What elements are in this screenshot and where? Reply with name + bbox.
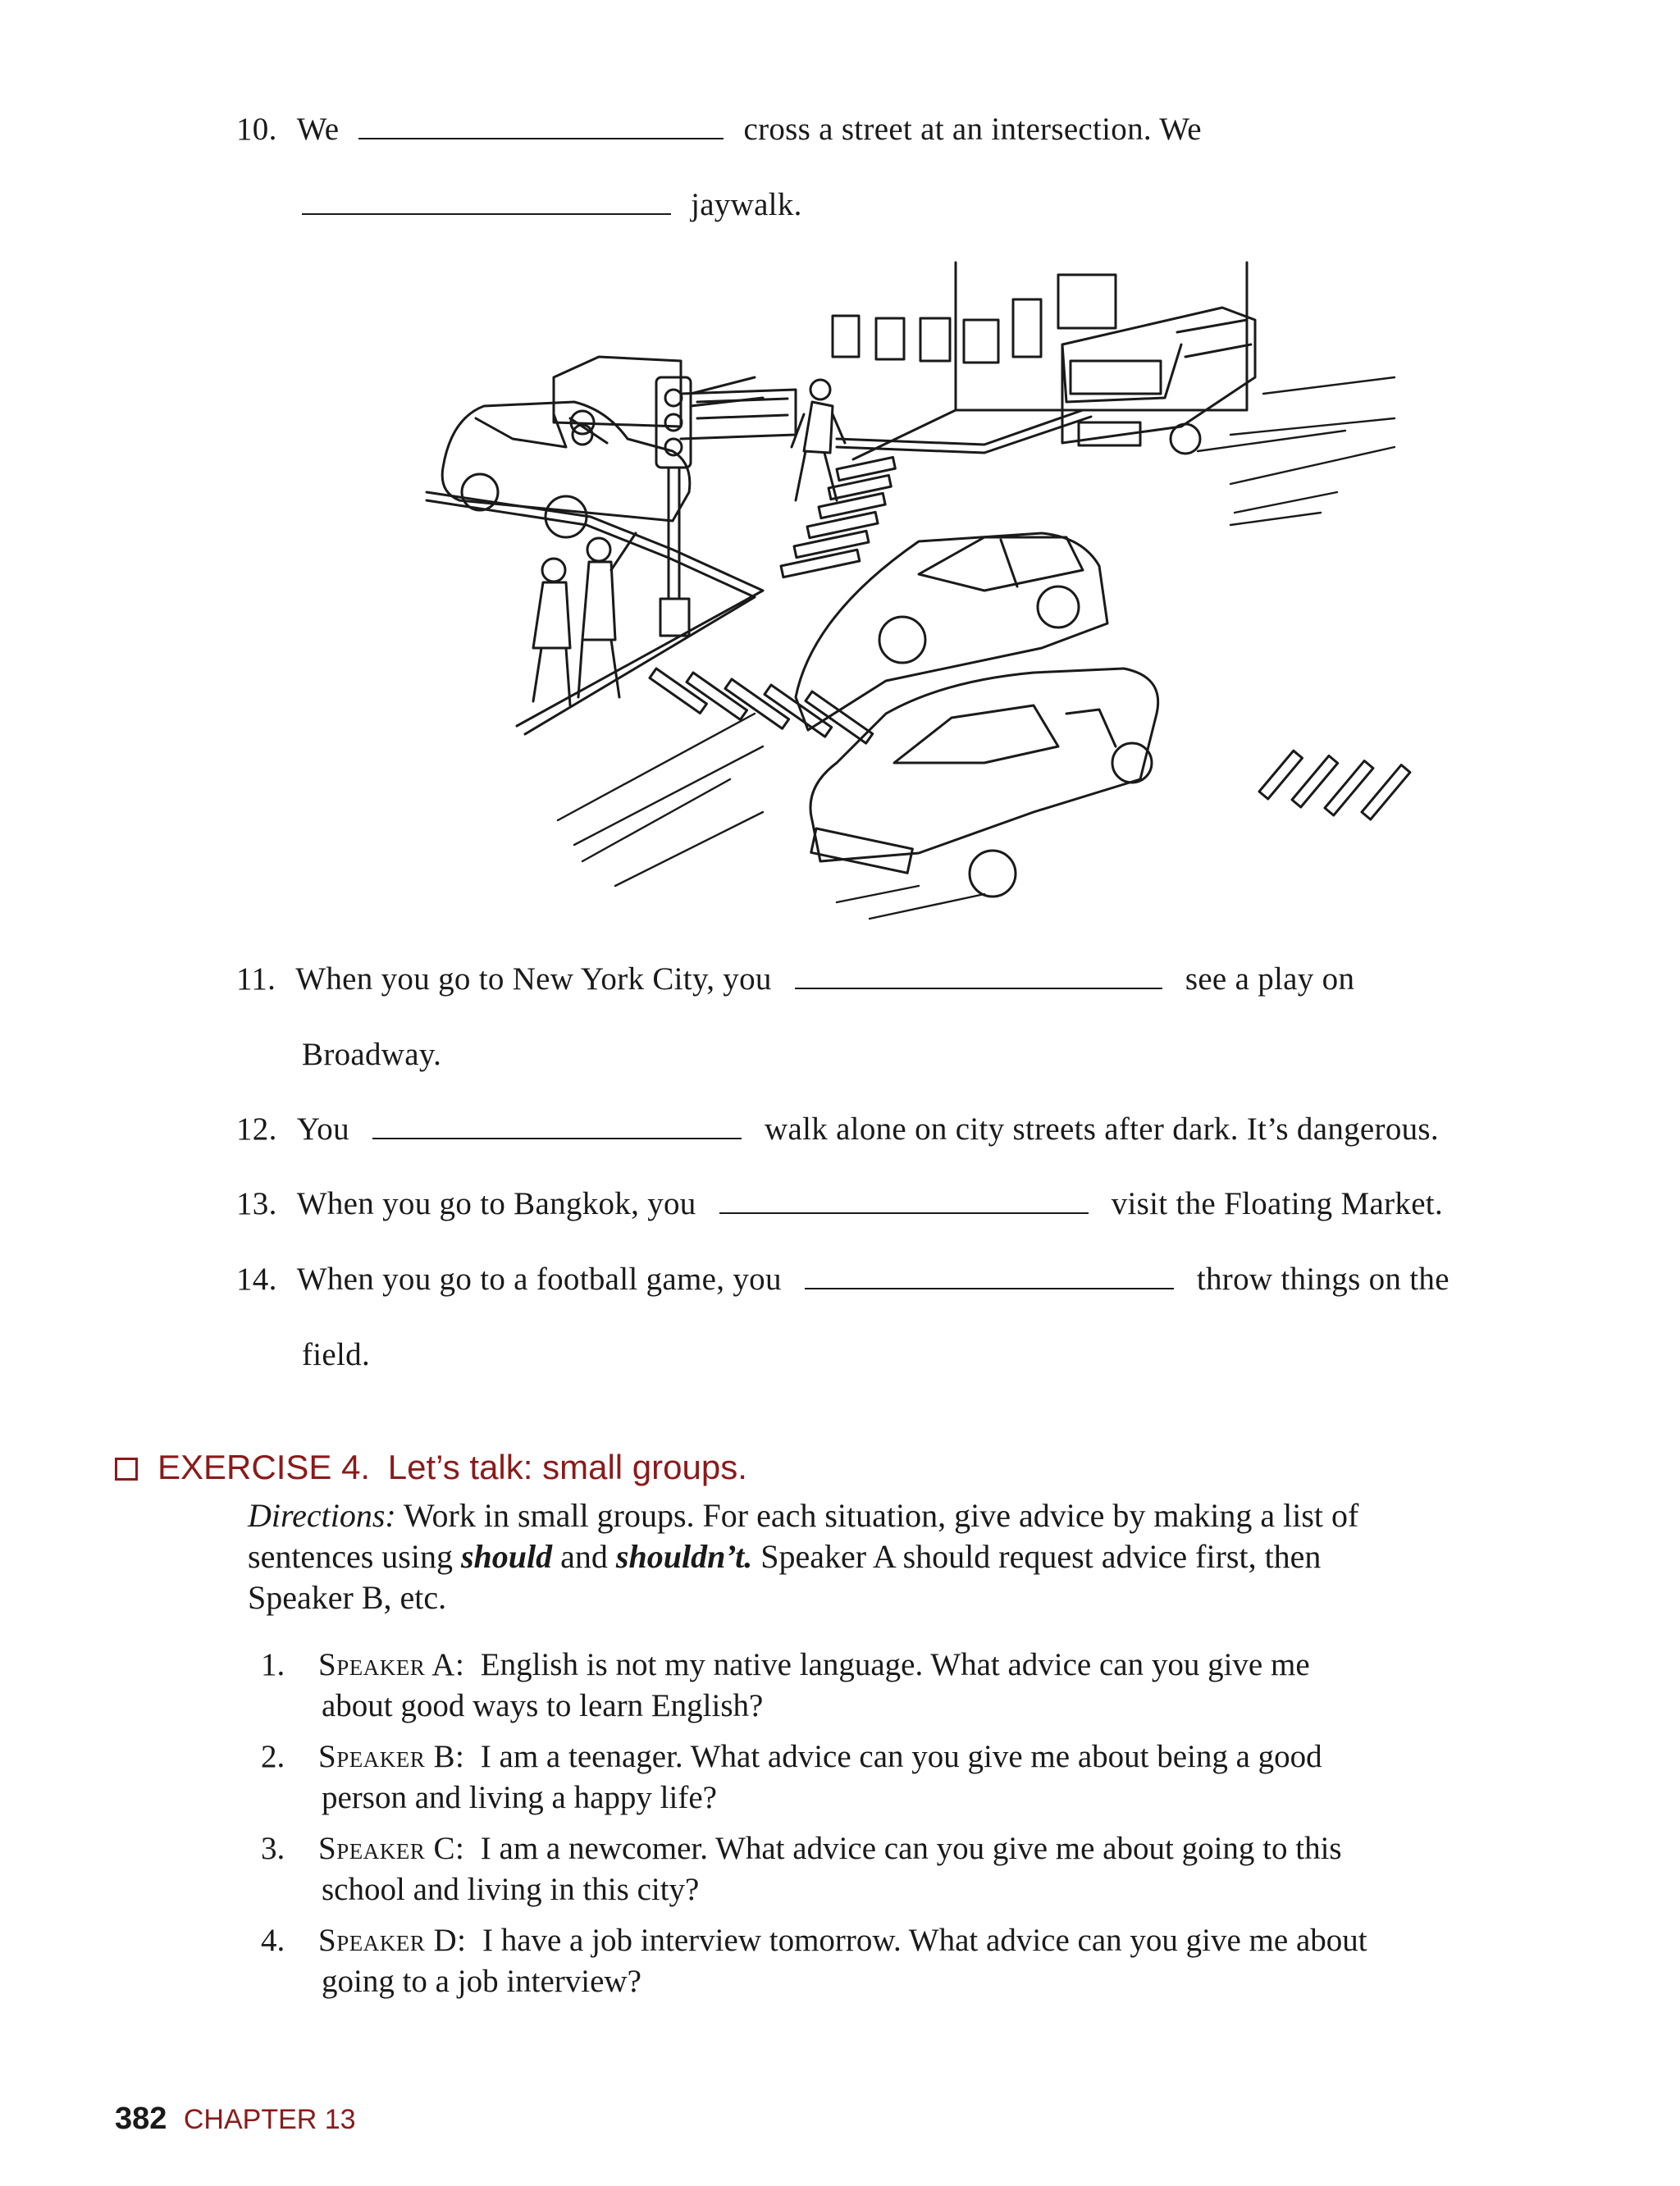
item-text: When you go to Bangkok, you: [296, 1186, 696, 1221]
crosswalk-icon: [781, 457, 895, 577]
page-number: 382: [115, 2102, 167, 2136]
item-number: 13.: [236, 1186, 277, 1221]
item-text: school and living in this city?: [322, 1872, 700, 1907]
item-text: about good ways to learn English?: [322, 1688, 764, 1723]
chapter-label: CHAPTER 13: [183, 2104, 356, 2135]
directions-label: Directions:: [248, 1497, 396, 1534]
item-text: When you go to a football game, you: [296, 1262, 782, 1297]
exercise-heading: [158, 1448, 747, 1487]
answer-blank[interactable]: [302, 213, 671, 215]
car-icon: [810, 669, 1158, 897]
keyword-should: should: [460, 1538, 553, 1575]
item-number: 12.: [236, 1111, 277, 1147]
answer-blank[interactable]: [372, 1138, 742, 1139]
keyword-shouldnt: shouldn’t.: [615, 1538, 753, 1575]
directions-text: Speaker A should request advice first, then: [760, 1538, 1322, 1575]
exercise-item-10: [236, 110, 1202, 149]
exercise-item-14: [236, 1260, 1449, 1299]
speaker-label: Speaker C:: [318, 1831, 465, 1866]
item-text: We: [296, 112, 340, 147]
item-text: going to a job interview?: [322, 1964, 641, 1999]
street-intersection-illustration: [410, 254, 1427, 935]
list-item: [261, 1645, 1598, 1727]
item-number: 2.: [261, 1739, 285, 1774]
exercise-item-12: [236, 1110, 1439, 1149]
item-text: English is not my native language. What advice can you give me: [480, 1647, 1310, 1682]
people-waiting-icon: [533, 533, 636, 705]
list-item: [261, 1736, 1598, 1819]
item-number: 3.: [261, 1831, 285, 1866]
item-text: visit the Floating Market.: [1111, 1186, 1443, 1221]
directions-text: sentences using: [248, 1538, 453, 1575]
item-number: 1.: [261, 1647, 285, 1682]
exercise-label: EXERCISE 4.: [158, 1448, 371, 1486]
item-text: field.: [302, 1337, 371, 1372]
item-number: 10.: [236, 112, 277, 147]
item-number: 4.: [261, 1923, 285, 1958]
bus-icon: [1062, 308, 1255, 454]
speaker-list: [261, 1645, 1598, 2012]
directions: [248, 1495, 1527, 1618]
answer-blank[interactable]: [358, 138, 724, 139]
crosswalk-icon: [650, 669, 1410, 819]
item-text: jaywalk.: [691, 187, 802, 222]
speaker-label: Speaker A:: [318, 1647, 465, 1682]
item-text: I am a teenager. What advice can you give me about being a good: [480, 1739, 1322, 1774]
item-text: Broadway.: [302, 1037, 442, 1072]
answer-blank[interactable]: [805, 1288, 1174, 1289]
item-text: see a play on: [1185, 961, 1355, 997]
item-text: I have a job interview tomorrow. What advice can you give me about: [482, 1923, 1367, 1958]
item-number: 11.: [236, 961, 276, 997]
page-footer: [115, 2102, 356, 2137]
directions-text: Speaker B, etc.: [248, 1579, 447, 1616]
item-text: person and living a happy life?: [322, 1780, 717, 1815]
exercise-item-10-cont: [302, 185, 802, 225]
directions-text: and: [560, 1538, 608, 1575]
item-text: walk alone on city streets after dark. It’s dangerous.: [765, 1111, 1439, 1147]
building-icon: [833, 262, 1247, 459]
car-icon: [796, 533, 1107, 730]
checkbox-icon[interactable]: [115, 1458, 138, 1481]
list-item: [261, 1828, 1598, 1910]
answer-blank[interactable]: [719, 1212, 1089, 1214]
item-text: throw things on the: [1196, 1262, 1449, 1297]
exercise-title: Let’s talk: small groups.: [387, 1448, 747, 1486]
exercise-item-14-cont: [302, 1335, 370, 1375]
directions-text: Work in small groups. For each situation, give advice by making a list of: [403, 1497, 1359, 1534]
exercise-item-13: [236, 1184, 1443, 1224]
item-text: When you go to New York City, you: [295, 961, 772, 997]
exercise-item-11-cont: [302, 1035, 441, 1075]
item-text: I am a newcomer. What advice can you give me about going to this: [480, 1831, 1342, 1866]
exercise-item-11: [236, 960, 1354, 999]
answer-blank[interactable]: [795, 988, 1162, 989]
item-number: 14.: [236, 1262, 277, 1297]
speaker-label: Speaker D:: [318, 1923, 467, 1958]
item-text: You: [296, 1111, 349, 1147]
item-text: cross a street at an intersection. We: [743, 112, 1202, 147]
list-item: [261, 1920, 1598, 2002]
speaker-label: Speaker B:: [318, 1739, 465, 1774]
